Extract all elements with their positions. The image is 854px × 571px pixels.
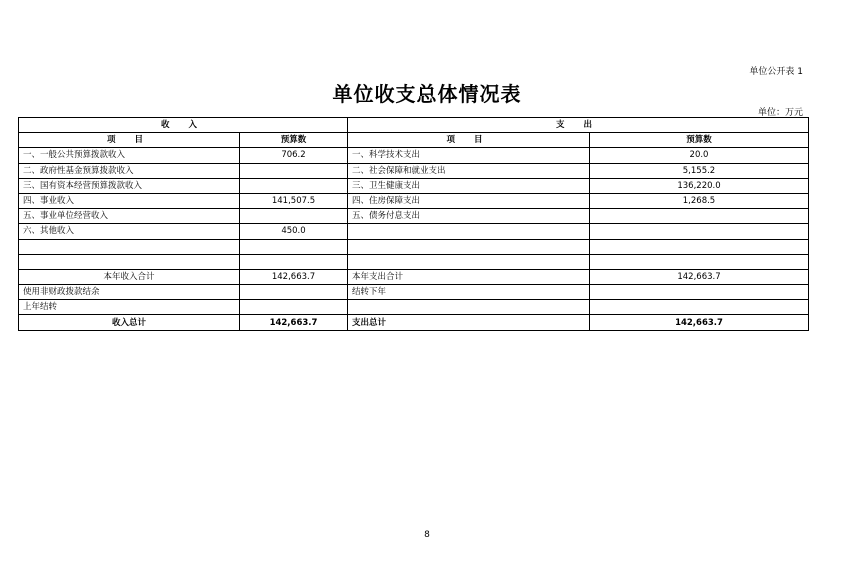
subtotal-row bbox=[19, 269, 809, 284]
expense-item bbox=[348, 300, 590, 315]
page-number: 8 bbox=[424, 530, 430, 540]
table-row bbox=[19, 148, 809, 163]
expense-value bbox=[590, 254, 809, 269]
expense-subtotal-label: 本年支出合计 bbox=[348, 269, 590, 284]
expense-value bbox=[590, 285, 809, 300]
income-item bbox=[19, 254, 240, 269]
income-value bbox=[240, 163, 348, 178]
income-item: 上年结转 bbox=[19, 300, 240, 315]
table-row bbox=[19, 239, 809, 254]
expense-item: 三、卫生健康支出 bbox=[348, 178, 590, 193]
expense-total-value: 142,663.7 bbox=[590, 315, 809, 330]
table-row bbox=[19, 300, 809, 315]
income-value bbox=[240, 178, 348, 193]
income-value bbox=[240, 285, 348, 300]
total-row bbox=[19, 315, 809, 330]
expense-section-header: 支 出 bbox=[348, 118, 809, 133]
form-number: 单位公开表 1 bbox=[749, 67, 803, 77]
income-total-label: 收入总计 bbox=[19, 315, 240, 330]
expense-item: 二、社会保障和就业支出 bbox=[348, 163, 590, 178]
expense-item-header: 项 目 bbox=[348, 133, 590, 148]
income-item: 使用非财政拨款结余 bbox=[19, 285, 240, 300]
table-row bbox=[19, 285, 809, 300]
income-value bbox=[240, 239, 348, 254]
income-total-value: 142,663.7 bbox=[240, 315, 348, 330]
table-row bbox=[19, 224, 809, 239]
income-item: 三、国有资本经营预算拨款收入 bbox=[19, 178, 240, 193]
income-budget-header: 预算数 bbox=[240, 133, 348, 148]
table-row bbox=[19, 254, 809, 269]
income-item: 四、事业收入 bbox=[19, 193, 240, 208]
expense-item bbox=[348, 254, 590, 269]
expense-item: 一、科学技术支出 bbox=[348, 148, 590, 163]
expense-value: 136,220.0 bbox=[590, 178, 809, 193]
table-row bbox=[19, 209, 809, 224]
expense-item: 结转下年 bbox=[348, 285, 590, 300]
income-item: 六、其他收入 bbox=[19, 224, 240, 239]
income-item: 二、政府性基金预算拨款收入 bbox=[19, 163, 240, 178]
income-subtotal-label: 本年收入合计 bbox=[19, 269, 240, 284]
income-value: 706.2 bbox=[240, 148, 348, 163]
expense-item bbox=[348, 224, 590, 239]
expense-value: 20.0 bbox=[590, 148, 809, 163]
income-value bbox=[240, 254, 348, 269]
expense-subtotal-value: 142,663.7 bbox=[590, 269, 809, 284]
table-row bbox=[19, 193, 809, 208]
expense-item: 四、住房保障支出 bbox=[348, 193, 590, 208]
expense-total-label: 支出总计 bbox=[348, 315, 590, 330]
expense-value: 5,155.2 bbox=[590, 163, 809, 178]
expense-budget-header: 预算数 bbox=[590, 133, 809, 148]
expense-item bbox=[348, 239, 590, 254]
income-section-header: 收 入 bbox=[19, 118, 348, 133]
section-header-row bbox=[19, 118, 809, 133]
income-value bbox=[240, 209, 348, 224]
income-subtotal-value: 142,663.7 bbox=[240, 269, 348, 284]
expense-item: 五、债务付息支出 bbox=[348, 209, 590, 224]
column-header-row bbox=[19, 133, 809, 148]
income-item: 五、事业单位经营收入 bbox=[19, 209, 240, 224]
income-value: 141,507.5 bbox=[240, 193, 348, 208]
expense-value bbox=[590, 239, 809, 254]
income-item bbox=[19, 239, 240, 254]
expense-value bbox=[590, 209, 809, 224]
page-title: 单位收支总体情况表 bbox=[332, 82, 522, 106]
budget-summary-table bbox=[18, 117, 809, 331]
expense-value bbox=[590, 224, 809, 239]
income-item: 一、一般公共预算拨款收入 bbox=[19, 148, 240, 163]
income-item-header: 项 目 bbox=[19, 133, 240, 148]
table-row bbox=[19, 163, 809, 178]
expense-value: 1,268.5 bbox=[590, 193, 809, 208]
income-value: 450.0 bbox=[240, 224, 348, 239]
expense-value bbox=[590, 300, 809, 315]
unit-label: 单位：万元 bbox=[757, 108, 803, 118]
table-row bbox=[19, 178, 809, 193]
income-value bbox=[240, 300, 348, 315]
